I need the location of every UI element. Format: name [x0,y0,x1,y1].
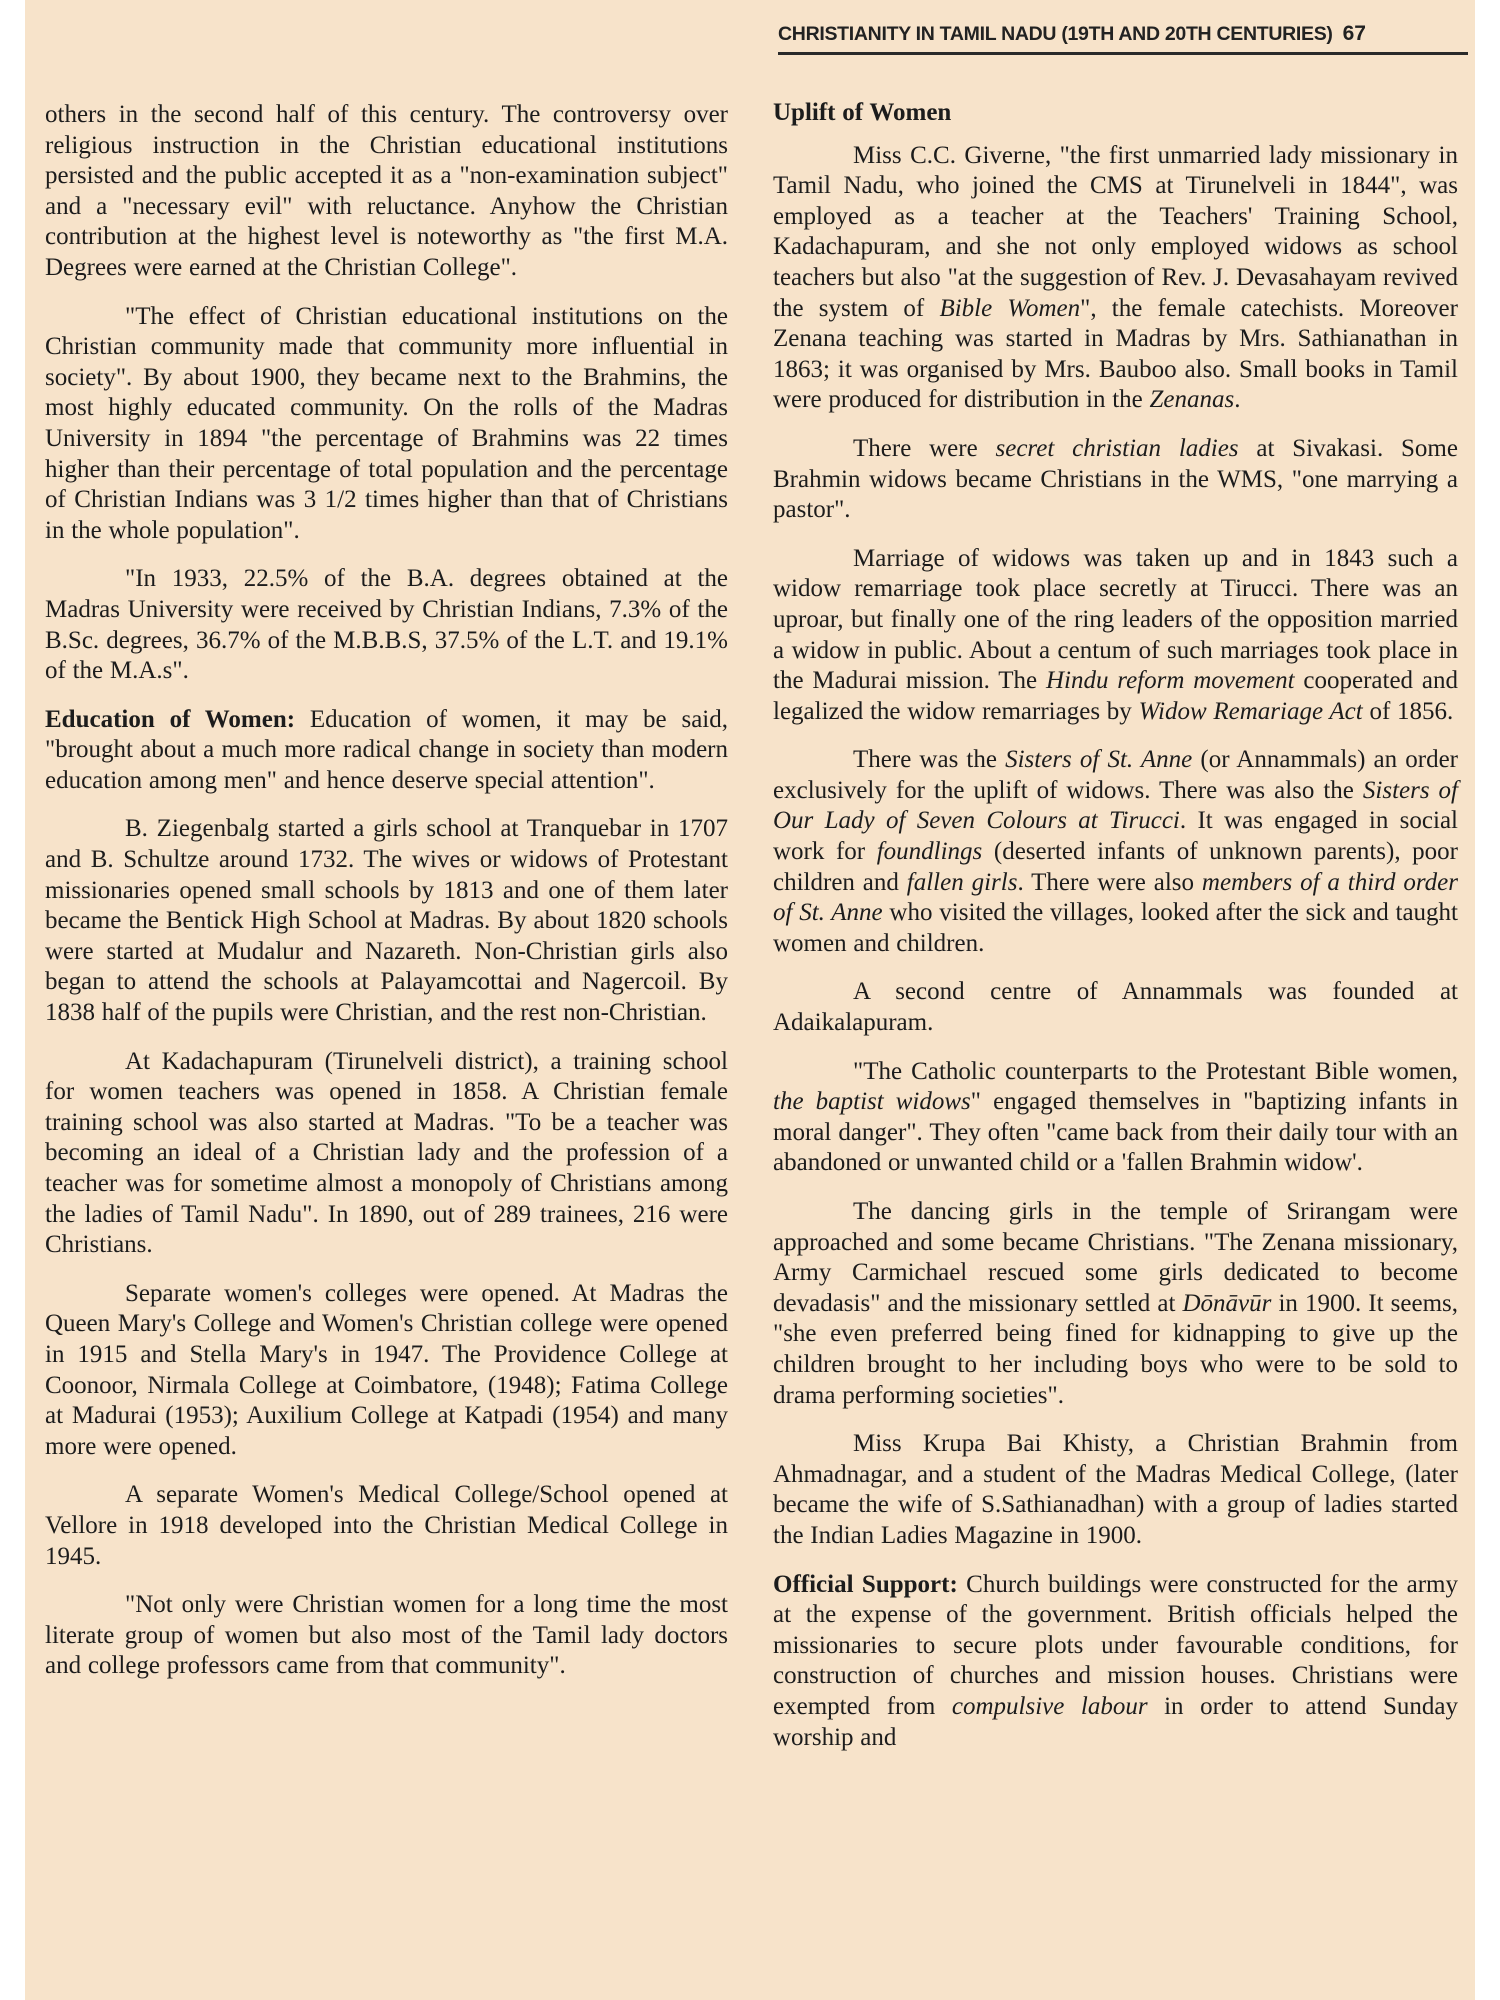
section-heading-education-of-women: Education of Women: [45,705,296,733]
paragraph: Official Support: Church buildings were constructed for the army at the expense of the government. British officials helped the missionaries to secure plots under favourable conditions, for construction of churches and mission houses. Christians were exempted from compulsive labour in order to attend Sunday worship and [773,1570,1458,1751]
header-rule [778,52,1468,55]
paragraph: There was the Sisters of St. Anne (or Annammals) an order exclusively for the uplift of widows. There was also the Sisters of Our Lady of Seven Colours at Tirucci. It was engaged in social work for foundlings (deserted infants of unknown parents), poor children and fallen girls. There were also members of a third order of St. Anne who visited the villages, looked after the sick and taught women and children. [773,746,1459,957]
paragraph: Education of Women: Education of women, it may be said, "brought about a much more radical change in society than modern education among men" and hence deserve special attention". [45,705,729,794]
paragraph: Miss Krupa Bai Khisty, a Christian Brahmin from Ahmadnagar, and a student of the Madras Medical College, (later became the wife of S.Sathianadhan) with a group of ladies started the Indian Ladies Magazine in 1900. [773,1430,1458,1549]
paragraph: Miss C.C. Giverne, "the first unmarried lady missionary in Tamil Nadu, who joined the CMS at Tirunelveli in 1844", was employed as a teacher at the Teachers' Training School, Kadachapuram, and she not only employed widows as school teachers but also "at the suggestion of Rev. J. Devasahayam revived the system of Bible Women", the female catechists. Moreover Zenana teaching was started in Madras by Mrs. Sathianathan in 1863; it was organised by Mrs. Bauboo also. Small books in Tamil were produced for distribution in the Zenanas. [773,141,1458,414]
paragraph: There were secret christian ladies at Sivakasi. Some Brahmin widows became Christians in the WMS, "one marrying a pastor". [773,434,1458,524]
paragraph: A separate Women's Medical College/School opened at Vellore in 1918 developed into the Christian Medical College in 1945. [45,1481,728,1570]
paragraph: others in the second half of this century. The controversy over religious instruction in the Christian educational institutions persisted and the public accepted it as a "non-examination subject" and a "necessary evil" with reluctance. Anyhow the Christian contribution at the highest level is noteworthy as "the first M.A. Degrees were earned at the Christian College". [45,101,728,281]
right-column [773,98,1458,1753]
paragraph: Separate women's colleges were opened. At Madras the Queen Mary's College and Women's Christian college were opened in 1915 and Stella Mary's in 1947. The Providence College at Coonoor, Nirmala College at Coimbatore, (1948); Fatima College at Madurai (1953); Auxilium College at Katpadi (1954) and many more were opened. [45,1279,728,1460]
running-title: CHRISTIANITY IN TAMIL NADU (19TH AND 20TH CENTURIES) [778,22,1333,45]
paragraph: "The effect of Christian educational institutions on the Christian community made that community more influential in society". By about 1900, they became next to the Brahmins, the most highly educated community. On the rolls of the Madras University in 1894 "the percentage of Brahmins was 22 times higher than their percentage of total population and the percentage of Christian Indians was 3 1/2 times higher than that of Christians in the whole population". [45,302,728,544]
paragraph: At Kadachapuram (Tirunelveli district), a training school for women teachers was opened in 1858. A Christian female training school was also started at Madras. "To be a teacher was becoming an ideal of a Christian lady and the profession of a teacher was for sometime almost a monopoly of Christians among the ladies of Tamil Nadu". In 1890, out of 289 trainees, 216 were Christians. [45,1047,728,1259]
section-heading-uplift-of-women: Uplift of Women [773,99,952,126]
paragraph: "In 1933, 22.5% of the B.A. degrees obtained at the Madras University were received by Christian Indians, 7.3% of the B.Sc. degrees, 36.7% of the M.B.B.S, 37.5% of the L.T. and 19.1% of the M.A.s". [45,565,728,685]
paragraph: B. Ziegenbalg started a girls school at Tranquebar in 1707 and B. Schultze around 1732. The wives or widows of Protestant missionaries opened small schools by 1813 and one of them later became the Bentick High School at Madras. By about 1820 schools were started at Mudalur and Nazareth. Non-Christian girls also began to attend the schools at Palayamcottai and Nagercoil. By 1838 half of the pupils were Christian, and the rest non-Christian. [45,815,728,1027]
book-page [25,0,1475,2000]
paragraph: Marriage of widows was taken up and in 1843 such a widow remarriage took place secretly at Tirucci. There was an uproar, but finally one of the ring leaders of the opposition married a widow in public. About a centum of such marriages took place in the Madurai mission. The Hindu reform movement cooperated and legalized the widow remarriages by Widow Remariage Act of 1856. [773,544,1458,725]
paragraph: "The Catholic counterparts to the Protestant Bible women, the baptist widows" engaged themselves in "baptizing infants in moral danger". They often "came back from their daily tour with an abandoned or unwanted child or a 'fallen Brahmin widow'. [773,1057,1458,1177]
running-header [778,14,1475,54]
paragraph: A second centre of Annammals was founded at Adaikalapuram. [773,978,1458,1037]
page-number: 67 [1342,22,1366,45]
section-heading-official-support: Official Support: [773,1570,958,1598]
paragraph: "Not only were Christian women for a long time the most literate group of women but also most of the Tamil lady doctors and college professors came from that community". [45,1591,728,1680]
paragraph: The dancing girls in the temple of Srirangam were approached and some became Christians. "The Zenana missionary, Army Carmichael rescued some girls dedicated to become devadasis" and the missionary settled at Dōnāvūr in 1900. It seems, "she even preferred being fined for kidnapping to give up the children brought to her including boys who were to be sold to drama performing societies". [773,1198,1458,1409]
left-column [45,100,728,1682]
